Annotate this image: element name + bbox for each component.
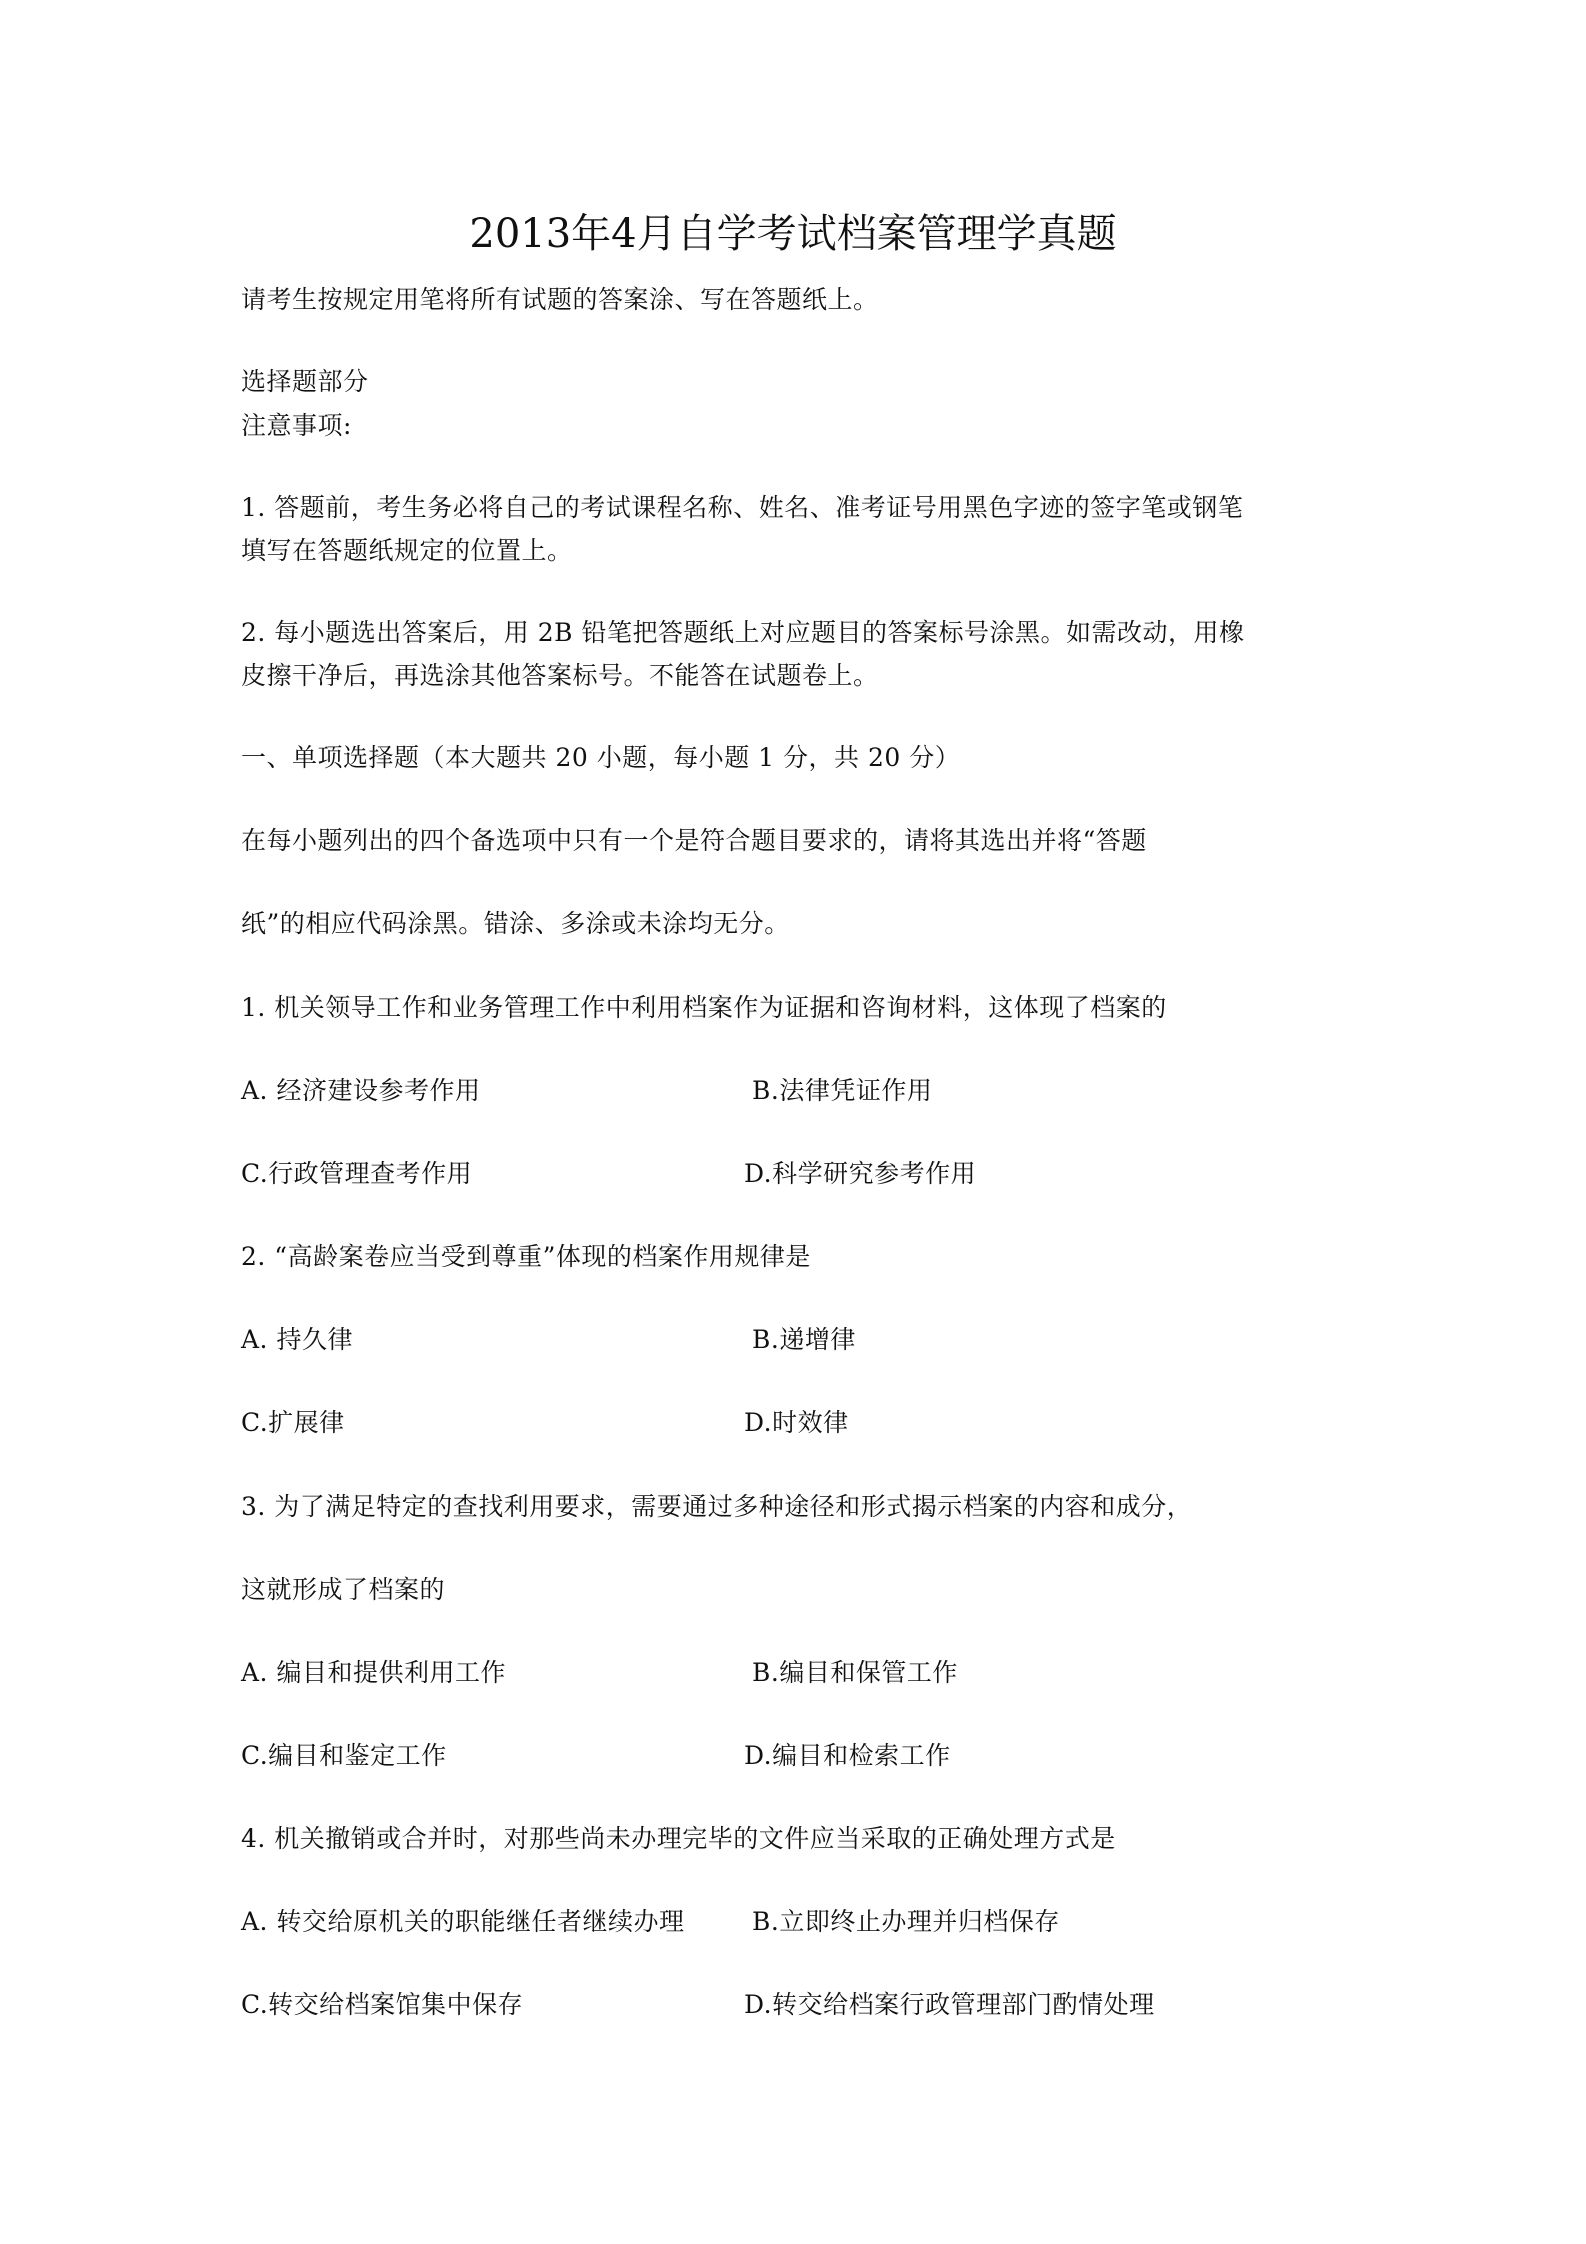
- question-3-stem-line-1: 3. 为了满足特定的查找利用要求，需要通过多种途径和形式揭示档案的内容和成分，: [241, 1492, 1193, 1521]
- question-2-option-b: B.递增律: [752, 1325, 856, 1354]
- notice-item-1-line-2: 填写在答题纸规定的位置上。: [241, 536, 573, 565]
- question-3-option-a: A. 编目和提供利用工作: [241, 1658, 506, 1687]
- intro-text: 请考生按规定用笔将所有试题的答案涂、写在答题纸上。: [241, 285, 879, 314]
- question-4-option-d: D.转交给档案行政管理部门酌情处理: [744, 1990, 1155, 2019]
- question-4-stem: 4. 机关撤销或合并时，对那些尚未办理完毕的文件应当采取的正确处理方式是: [241, 1824, 1116, 1853]
- question-3-option-c: C.编目和鉴定工作: [241, 1741, 447, 1770]
- question-2-option-a: A. 持久律: [241, 1325, 353, 1354]
- question-3-stem-line-2: 这就形成了档案的: [241, 1575, 446, 1604]
- question-1-option-a: A. 经济建设参考作用: [241, 1076, 481, 1105]
- question-1-stem: 1. 机关领导工作和业务管理工作中利用档案作为证据和咨询材料，这体现了档案的: [241, 993, 1167, 1022]
- notice-item-1-line-1: 1. 答题前，考生务必将自己的考试课程名称、姓名、准考证号用黑色字迹的签字笔或钢笔: [241, 493, 1244, 522]
- notice-heading: 注意事项:: [241, 411, 352, 440]
- notice-item-2-line-2: 皮擦干净后，再选涂其他答案标号。不能答在试题卷上。: [241, 661, 879, 690]
- question-4-option-c: C.转交给档案馆集中保存: [241, 1990, 524, 2019]
- question-2-option-d: D.时效律: [744, 1408, 849, 1437]
- question-4-option-a: A. 转交给原机关的职能继任者继续办理: [241, 1907, 685, 1936]
- question-3-option-b: B.编目和保管工作: [752, 1658, 958, 1687]
- section-heading: 选择题部分: [241, 367, 369, 396]
- question-1-option-d: D.科学研究参考作用: [744, 1159, 977, 1188]
- question-3-option-d: D.编目和检索工作: [744, 1741, 951, 1770]
- part-instructions-line-1: 在每小题列出的四个备选项中只有一个是符合题目要求的，请将其选出并将“答题: [241, 826, 1147, 855]
- part-instructions-line-2: 纸”的相应代码涂黑。错涂、多涂或未涂均无分。: [241, 909, 790, 938]
- page-title: 2013年4月自学考试档案管理学真题: [469, 211, 1117, 257]
- question-2-stem: 2. “高龄案卷应当受到尊重”体现的档案作用规律是: [241, 1242, 811, 1271]
- part-heading: 一、单项选择题（本大题共 20 小题，每小题 1 分，共 20 分）: [241, 743, 961, 772]
- question-1-option-b: B.法律凭证作用: [752, 1076, 933, 1105]
- question-4-option-b: B.立即终止办理并归档保存: [752, 1907, 1060, 1936]
- notice-item-2-line-1: 2. 每小题选出答案后，用 2B 铅笔把答题纸上对应题目的答案标号涂黑。如需改动，用橡: [241, 618, 1245, 647]
- question-2-option-c: C.扩展律: [241, 1408, 345, 1437]
- question-1-option-c: C.行政管理查考作用: [241, 1159, 473, 1188]
